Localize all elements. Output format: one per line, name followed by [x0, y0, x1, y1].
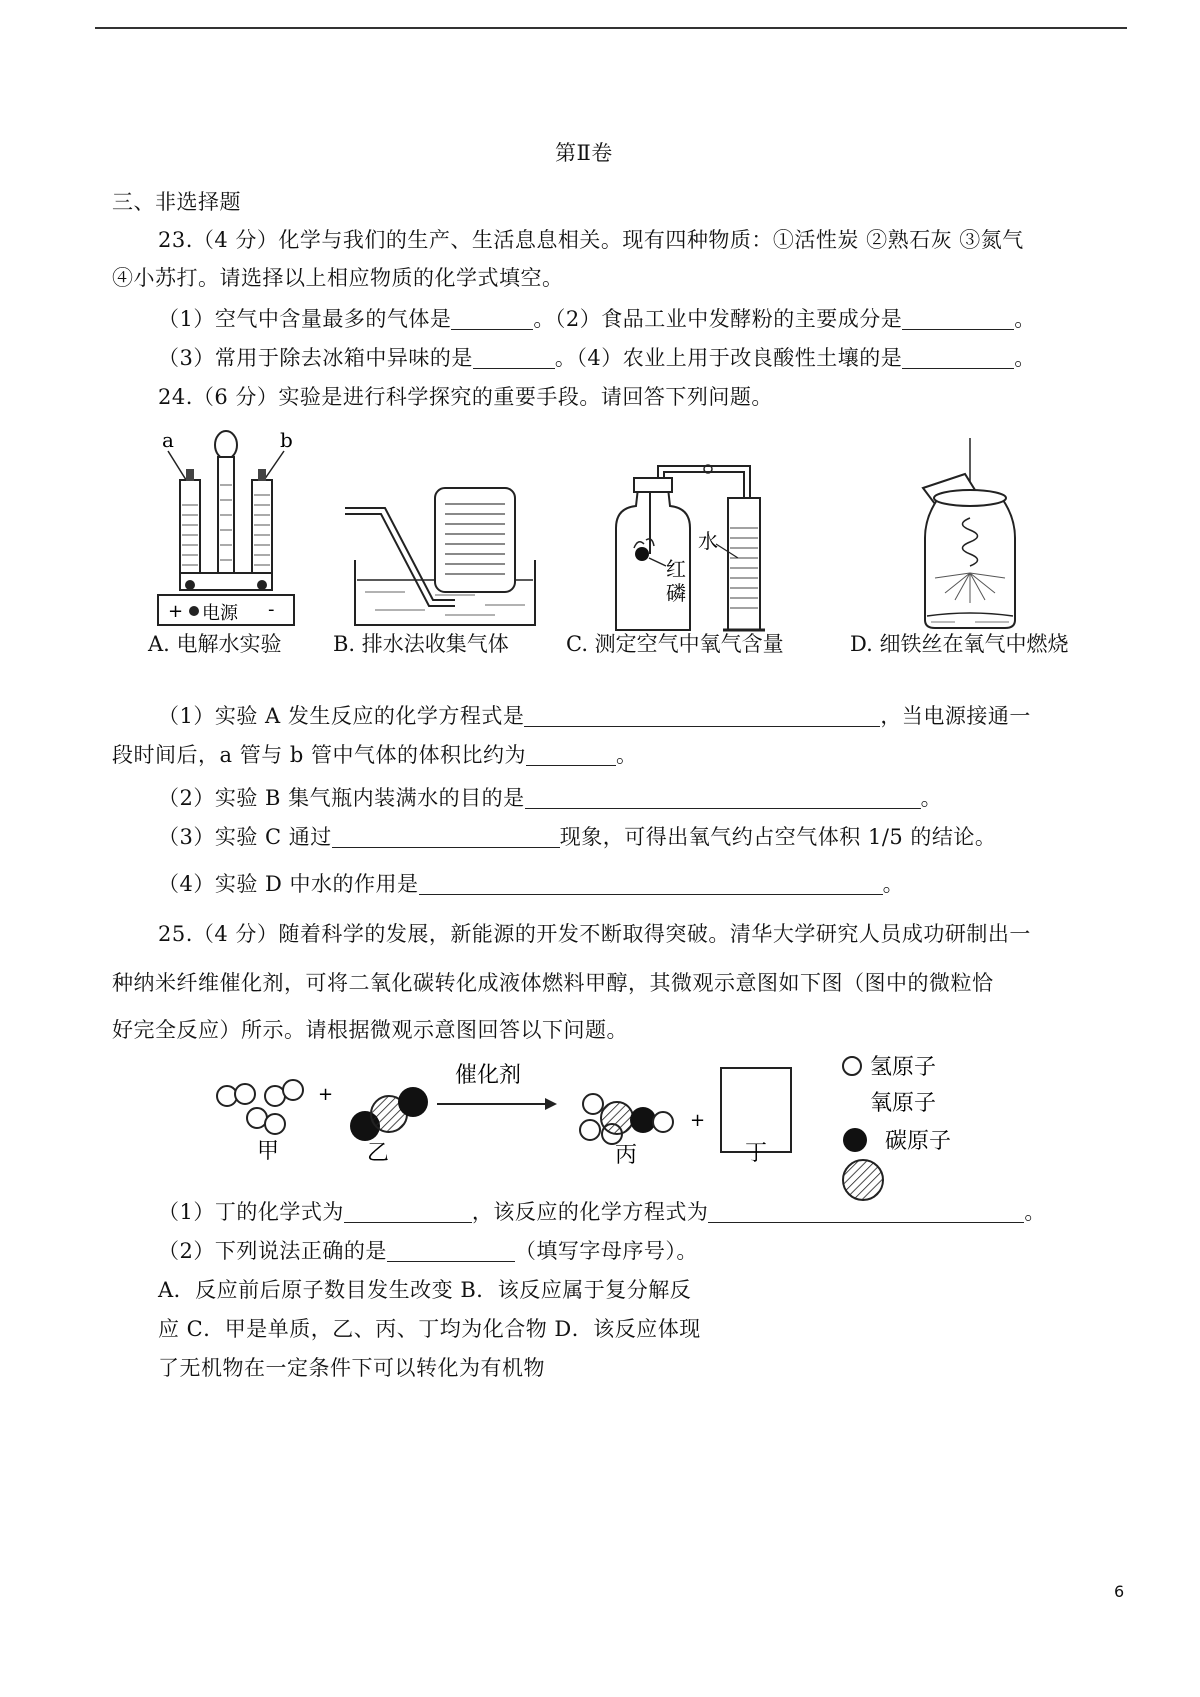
- q23-p1-end: 。: [533, 307, 555, 331]
- q23-p2-text: （2）食品工业中发酵粉的主要成分是: [554, 307, 903, 331]
- q24-p2-end: 。: [920, 786, 943, 810]
- q23-p3-end: 。: [554, 346, 577, 370]
- label-yi: 乙: [367, 1141, 390, 1166]
- section-title: 第Ⅱ卷: [555, 141, 613, 165]
- part-heading: 三、非选择题: [112, 190, 241, 214]
- q24-p3-text: （3）实验 C 通过: [158, 825, 332, 849]
- q24-p1-ratio-blank[interactable]: [526, 743, 616, 766]
- reactant-jia-molecules: [217, 1080, 303, 1134]
- q24-p3-text-b: 现象，可得出氧气约占空气体积 1/5 的结论。: [559, 825, 997, 849]
- iron-wire-combustion-figure: [915, 438, 1025, 633]
- q23-p2-end: 。: [1014, 307, 1036, 331]
- q24-p2-text: （2）实验 B 集气瓶内装满水的目的是: [158, 786, 525, 810]
- q25-p1-equation-blank[interactable]: [708, 1200, 1024, 1223]
- q24-p1-text-c: 段时间后，a 管与 b 管中气体的体积比约为: [112, 743, 526, 767]
- q24-p1-end: 。: [616, 743, 638, 767]
- q24-p4-blank[interactable]: [419, 872, 883, 895]
- q25-p1-text: （1）丁的化学式为: [158, 1200, 344, 1224]
- q24-p3-blank[interactable]: [332, 825, 560, 848]
- water-label: 水: [698, 529, 718, 553]
- legend-hydrogen: 氢原子: [870, 1055, 937, 1080]
- q23-p4-end: 。: [1014, 346, 1036, 370]
- q25-stem-line1: 25.（4 分）随着科学的发展，新能源的开发不断取得突破。清华大学研究人员成功研制出一: [158, 922, 1031, 946]
- q23-part1-line: [158, 305, 1036, 333]
- q24-p1-equation-blank[interactable]: [524, 704, 880, 727]
- q25-options-line3: 了无机物在一定条件下可以转化为有机物: [158, 1356, 545, 1380]
- red-phosphorus-label-2: 磷: [666, 581, 686, 605]
- q25-p1-end: 。: [1024, 1200, 1046, 1224]
- label-bing: 丙: [615, 1143, 638, 1168]
- q23-p1-blank[interactable]: [451, 307, 533, 330]
- q24-part1-line2: [112, 741, 638, 769]
- q24-p2-blank[interactable]: [525, 786, 921, 809]
- page-number: 6: [1114, 1582, 1125, 1601]
- q24-stem: 24.（6 分）实验是进行科学探究的重要手段。请回答下列问题。: [158, 385, 773, 409]
- micro-reaction-diagram: [215, 1040, 1065, 1205]
- q25-stem-line2: 种纳米纤维催化剂，可将二氧化碳转化成液体燃料甲醇，其微观示意图如下图（图中的微粒恰: [112, 971, 994, 995]
- q25-p2-text-b: （填写字母序号）。: [514, 1239, 698, 1263]
- q25-p1-formula-blank[interactable]: [344, 1200, 472, 1223]
- q23-p4-text: （4）农业上用于改良酸性土壤的是: [576, 346, 903, 370]
- caption-c: C. 测定空气中氧气含量: [566, 632, 784, 656]
- q24-part4-line: [158, 870, 904, 898]
- q23-p3-text: （3）常用于除去冰箱中异味的是: [158, 346, 473, 370]
- legend-oxygen: 氧原子: [870, 1091, 937, 1116]
- legend-carbon: 碳原子: [885, 1129, 952, 1154]
- q24-part2-line: [158, 784, 942, 812]
- q23-p2-blank[interactable]: [902, 307, 1014, 330]
- plus-sign-1: +: [318, 1084, 334, 1105]
- oxygen-content-figure: [598, 458, 778, 638]
- q23-stem-line1: 23.（4 分）化学与我们的生产、生活息息相关。现有四种物质：①活性炭 ②熟石灰 ③氮气: [158, 228, 1024, 252]
- top-rule: [95, 27, 1127, 29]
- caption-b: B. 排水法收集气体: [333, 632, 509, 656]
- q24-p4-end: 。: [882, 872, 905, 896]
- product-bing-molecule: [580, 1094, 673, 1144]
- q24-p1-text-b: ，当电源接通一: [880, 704, 1031, 728]
- q23-stem-line2: ④小苏打。请选择以上相应物质的化学式填空。: [112, 266, 564, 290]
- caption-a: A. 电解水实验: [148, 632, 282, 656]
- q25-p2-text: （2）下列说法正确的是: [158, 1239, 387, 1263]
- catalyst-label: 催化剂: [455, 1063, 522, 1088]
- carbon-legend-icon: [843, 1160, 883, 1200]
- q23-p1-text: （1）空气中含量最多的气体是: [158, 307, 452, 331]
- water-displacement-figure: [345, 480, 545, 630]
- label-jia: 甲: [257, 1139, 280, 1164]
- q25-options-line2: 应 C．甲是单质，乙、丙、丁均为化合物 D．该反应体现: [158, 1317, 701, 1341]
- q24-part1-line1: [158, 702, 1031, 730]
- q24-p1-text: （1）实验 A 发生反应的化学方程式是: [158, 704, 525, 728]
- q24-p4-text: （4）实验 D 中水的作用是: [158, 872, 419, 896]
- hydrogen-legend-icon: [843, 1057, 861, 1075]
- q23-part3-line: [158, 344, 1036, 372]
- q25-stem-line3: 好完全反应）所示。请根据微观示意图回答以下问题。: [112, 1018, 628, 1042]
- minus-terminal-label: -: [268, 599, 275, 620]
- tube-b-label: b: [280, 428, 293, 452]
- q23-p4-blank[interactable]: [902, 346, 1014, 369]
- q25-options-line1: A．反应前后原子数目发生改变 B．该反应属于复分解反: [158, 1278, 692, 1302]
- q24-part3-line: [158, 823, 996, 851]
- q23-p3-blank[interactable]: [473, 346, 555, 369]
- q25-part1-line: [158, 1198, 1046, 1226]
- q25-part2-line: [158, 1237, 698, 1265]
- caption-d: D. 细铁丝在氧气中燃烧: [850, 632, 1069, 656]
- oxygen-legend-icon: [843, 1128, 867, 1152]
- product-ding-box: [721, 1068, 791, 1152]
- tube-a-label: a: [162, 428, 174, 452]
- q25-p2-blank[interactable]: [387, 1239, 515, 1262]
- electrolysis-apparatus-figure: [150, 425, 310, 630]
- reactant-yi-molecule: [350, 1087, 428, 1141]
- power-source-label: 电源: [202, 603, 238, 624]
- label-ding: 丁: [745, 1141, 768, 1166]
- red-phosphorus-label-1: 红: [666, 557, 686, 581]
- plus-sign-2: +: [690, 1110, 706, 1131]
- q25-p1-text-b: ，该反应的化学方程式为: [471, 1200, 709, 1224]
- plus-terminal-label: +: [168, 601, 184, 622]
